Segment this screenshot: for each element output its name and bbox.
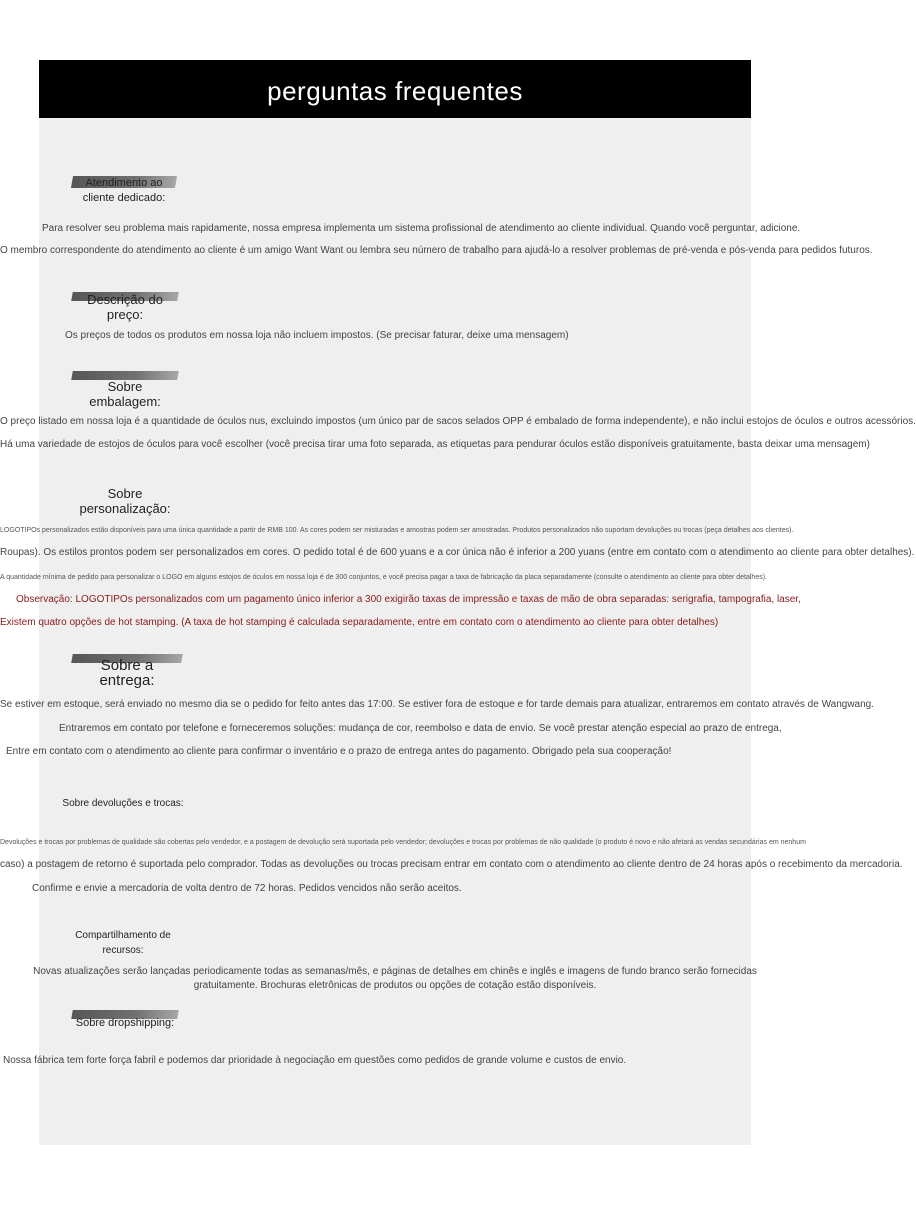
- page-title: perguntas frequentes: [267, 76, 523, 106]
- paragraph-line: Se estiver em estoque, será enviado no mesmo dia se o pedido for feito antes das 17:00. Se estiver fora de estoque e for tarde demais para atualizar, entraremos em contato através de Wangwang.: [0, 699, 875, 710]
- paragraph-note: Existem quatro opções de hot stamping. (A taxa de hot stamping é calculada separadamente, entre em contato com o atendimento ao cliente para obter detalhes): [0, 617, 719, 628]
- heading-label: Sobre a entrega:: [99, 657, 155, 689]
- heading-returns: [60, 796, 186, 811]
- heading-label: Atendimento ao cliente dedicado:: [82, 177, 166, 204]
- paragraph-line: Devoluções e trocas por problemas de qualidade são cobertas pelo vendedor, e a postagem de devolução será suportada pelo vendedor; devoluções e trocas por problemas de não qualidade (o produto é novo e não afetará as vendas secundárias em nenhum: [0, 839, 806, 846]
- heading-packaging: [72, 371, 178, 409]
- heading-label: Sobre personalização:: [79, 486, 171, 516]
- paragraph-line: O membro correspondente do atendimento ao cliente é um amigo Want Want ou lembra seu número de trabalho para ajudá-lo a resolver problemas de pré-venda e pós-venda para pedidos futuros.: [0, 245, 873, 256]
- paragraph-line: Roupas). Os estilos prontos podem ser personalizados em cores. O pedido total é de 600 yuans e a cor única não é inferior a 200 yuans (entre em contato com o atendimento ao cliente para obter detalhes).: [0, 547, 915, 558]
- heading-label: Sobre devoluções e trocas:: [62, 798, 184, 809]
- paragraph-line: caso) a postagem de retorno é suportada pelo comprador. Todas as devoluções ou trocas precisam entrar em contato com o atendimento ao cliente dentro de 24 horas após o recebimento da mercadoria.: [0, 859, 903, 870]
- paragraph-line: Entre em contato com o atendimento ao cliente para confirmar o inventário e o prazo de entrega antes do pagamento. Obrigado pela sua cooperação!: [6, 746, 672, 757]
- paragraph-line: Novas atualizações serão lançadas periodicamente todas as semanas/mês, e páginas de detalhes em chinês e inglês e imagens de fundo branco serão fornecidas gratuitamente. Brochuras eletrônicas de produtos ou opções de cotação estão disponíveis.: [33, 966, 757, 991]
- paragraph-note: Observação: LOGOTIPOs personalizados com um pagamento único inferior a 300 exigirão taxas de impressão e taxas de mão de obra separadas: serigrafia, tampografia, laser,: [16, 594, 801, 605]
- heading-resources: [69, 928, 177, 958]
- heading-label: Sobre dropshipping:: [75, 1017, 175, 1029]
- heading-customization: [70, 486, 180, 516]
- paragraph-line: Confirme e envie a mercadoria de volta dentro de 72 horas. Pedidos vencidos não serão aceitos.: [32, 883, 462, 894]
- paragraph-line: Os preços de todos os produtos em nossa loja não incluem impostos. (Se precisar faturar, deixe uma mensagem): [65, 330, 569, 341]
- paragraph-line: Para resolver seu problema mais rapidamente, nossa empresa implementa um sistema profissional de atendimento ao cliente individual. Quando você perguntar, adicione.: [42, 223, 801, 234]
- heading-delivery: [72, 654, 182, 688]
- heading-label: Descrição do preço:: [87, 292, 163, 322]
- paragraph-line: LOGOTIPOs personalizados estão disponíveis para uma única quantidade a partir de RMB 100. As cores podem ser misturadas e amostras podem ser amostradas. Produtos personalizados não suportam devoluções ou trocas (peça detalhes aos clientes).: [0, 527, 794, 534]
- paragraph-line: A quantidade mínima de pedido para personalizar o LOGO em alguns estojos de óculos em nossa loja é de 300 conjuntos, e você precisa pagar a taxa de fabricação da placa separadamente (consulte o atendimento ao cliente para obter detalhes).: [0, 574, 767, 581]
- paragraph-line: O preço listado em nossa loja é a quantidade de óculos nus, excluindo impostos (um único par de sacos selados OPP é embalado de forma independente), e não inclui estojos de óculos e outros acessórios.: [0, 416, 916, 427]
- heading-customer-service: [72, 176, 176, 206]
- heading-price: [72, 292, 178, 322]
- heading-label: Sobre embalagem:: [89, 379, 161, 409]
- paragraph-line: Entraremos em contato por telefone e forneceremos soluções: mudança de cor, reembolso e data de envio. Se você prestar atenção especial ao prazo de entrega,: [59, 723, 782, 734]
- paragraph-line: Nossa fábrica tem forte força fabril e podemos dar prioridade à negociação em questões como pedidos de grande volume e custos de envio.: [3, 1055, 627, 1066]
- faq-header: [39, 60, 751, 118]
- heading-dropshipping: [72, 1010, 178, 1031]
- paragraph-line: Há uma variedade de estojos de óculos para você escolher (você precisa tirar uma foto separada, as etiquetas para pendurar óculos estão disponíveis gratuitamente, basta deixar uma mensagem): [0, 439, 870, 450]
- heading-label: Compartilhamento de recursos:: [75, 930, 171, 956]
